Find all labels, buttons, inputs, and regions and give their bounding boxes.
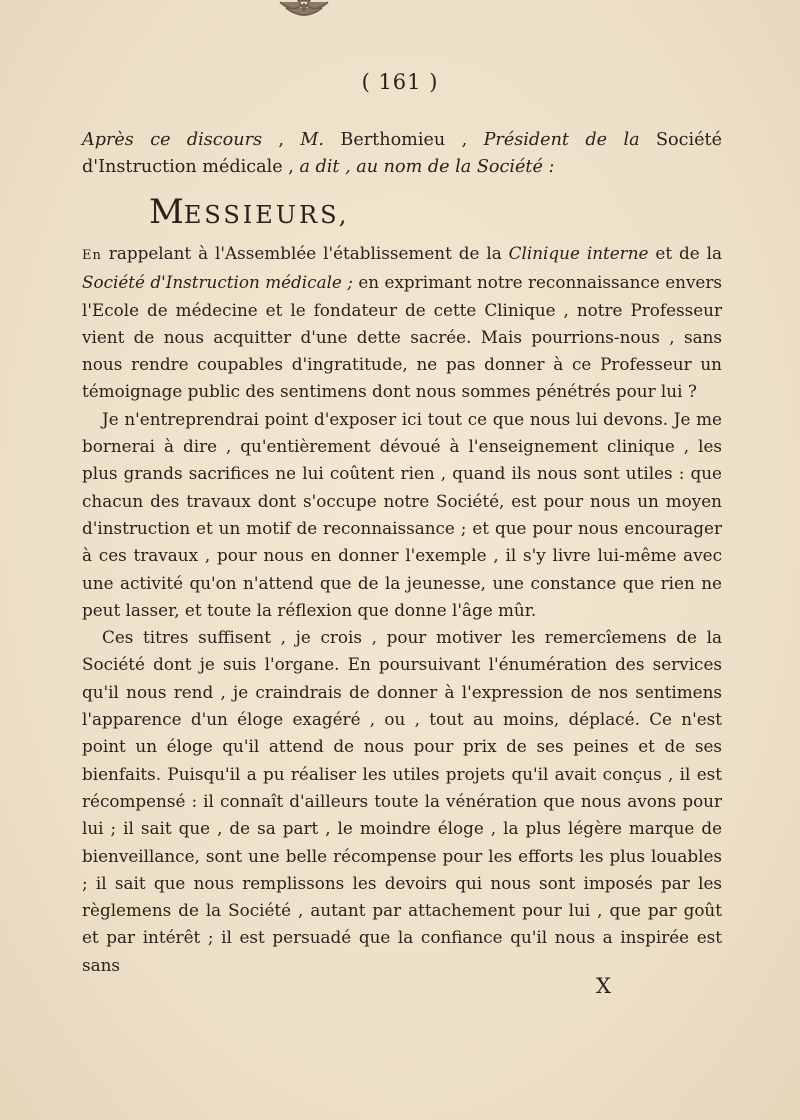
paragraph-1 [82,240,722,406]
paragraph-2: Je n'entreprendrai point d'exposer ici tout ce que nous lui devons. Je me bornerai à dire , qu'entièrement dévoué à l'enseignement clinique , les plus grands sacrifices ne lui coûtent rien , quand ils nous sont utiles : que chacun des travaux dont s'occupe notre Société, est pour nous un moyen d'instruction et un motif de reconnaissance ; et que pour nous encourager à ces travaux , pour nous en donner l'exemple , il s'y livre lui-même avec une activité qu'on n'attend que de la jeunesse, une constance que rien ne peut lasser, et toute la réflexion que donne l'âge mûr. [82,408,722,620]
printer-ornament-icon [272,0,336,22]
signature-mark: X [596,974,611,998]
intro-name: Berthomieu , [324,130,484,150]
intro-said: a dit , au nom de la Société : [299,157,555,177]
paragraph-1-text-a: rappelant à l'Assemblée l'établissement de la [101,243,509,263]
intro-society-name: Société d'Instruction médicale , [82,130,722,177]
clinique-interne-italic: Clinique interne [508,243,649,263]
paragraph-3: Ces titres suffisent , je crois , pour motiver les remercîemens de la Société dont je suis l'organe. En poursuivant l'énumération des services qu'il nous rend , je craindrais de donner à l'expression de nos sentimens l'apparence d'un éloge exagéré , ou , tout au moins, déplacé. Ce n'est point un éloge qu'il attend de nous pour prix de ses peines et de ses bienfaits. Puisqu'il a pu réaliser les utiles projets qu'il avait conçus , il est récompensé : il connaît d'ailleurs toute la vénération que nous avons pour lui ; il sait que , de sa part , le moindre éloge , la plus légère marque de bienveillance, sont une belle récompense pour les efforts les plus louables ; il sait que nous remplissons les devoirs qui nous sont imposés par les règlemens de la Société , autant par attachement pour lui , que par goût et par intérêt ; il est persuadé que la confiance qu'il nous a inspirée est sans [82,627,722,975]
intro-monsieur: M. [300,130,325,150]
intro-comma: , [262,130,301,150]
paragraph-1-text-c: et de la [648,243,722,263]
paragraph-1-dropcap: En [82,248,102,263]
salutation-heading [149,192,349,232]
heading-capital: M [149,192,184,232]
intro-president: Président de la [483,130,640,150]
page-number: ( 161 ) [361,70,439,94]
societe-italic: Société d'Instruction médicale ; [82,272,353,293]
speech-body [82,240,722,979]
intro-italic-apres: Après ce discours [82,130,263,150]
paragraph-1-text-e: en exprimant notre reconnaissance envers l'Ecole de médecine et le fondateur de cette Clinique , notre Professeur vient de nous acquitter d'une dette sacrée. Mais pourrions-nous , sans nous rendre coupables d'ingratitude, ne pas donner à ce Professeur un témoignage public des sentimens dont nous sommes pénétrés pour lui ? [82,272,722,402]
introduction-line [82,127,722,181]
heading-rest: ESSIEURS, [183,201,350,229]
